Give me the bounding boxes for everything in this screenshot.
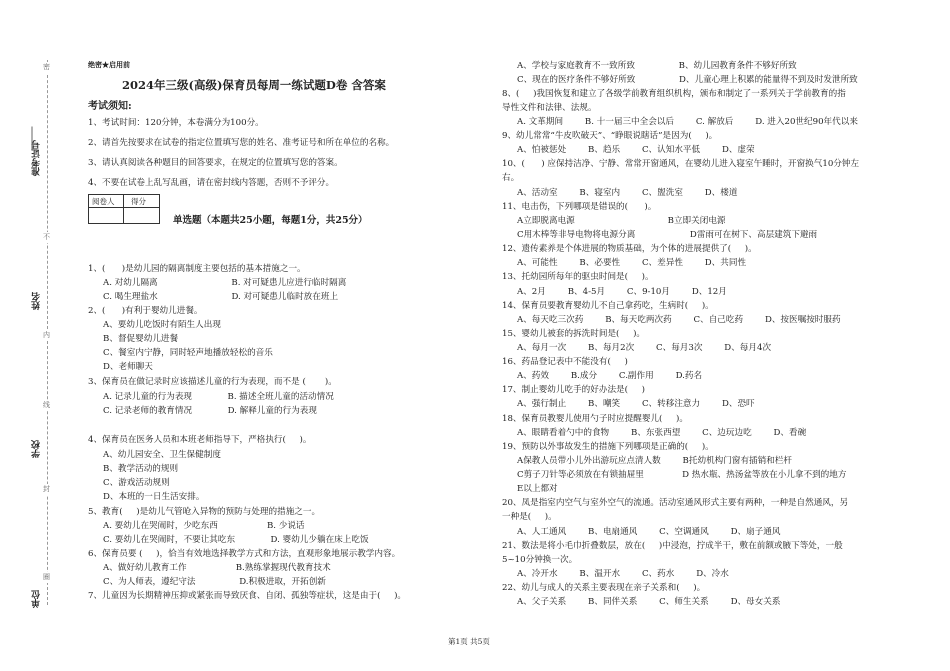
notice-item: 4、不要在试卷上乱写乱画，请在密封线内答题，否则不予评分。 — [88, 178, 335, 188]
question-line: 4、保育员在医务人员和本班老师指导下，严格执行( )。 — [88, 435, 312, 445]
question-line: 5~10分钟换一次。 — [502, 555, 578, 565]
seal-char: 密 — [43, 63, 50, 71]
question-line: C. 要幼儿在哭闹时，不要让其吃东 D. 婴幼儿少躺在床上吃饭 — [103, 535, 369, 545]
question-line: A、学校与家庭教育不一致所致 B、幼儿园教育条件不够好所致 — [517, 61, 797, 71]
sidebar-label-unit: 单位 — [32, 590, 42, 608]
question-line: 14、保育员要教育婴幼儿不自己拿药吃，生病时( )。 — [502, 301, 714, 311]
question-line: C. 喝生理盐水 D. 对可疑患儿临时放在班上 — [103, 292, 339, 302]
question-line: C. 记录老师的教育情况 D. 解释儿童的行为表现 — [103, 406, 317, 416]
score-table-reviewer: 阅卷人 — [92, 197, 115, 206]
question-line: 10、( ) 应保持洁净、宁静、常常开窗通风，在婴幼儿进入寝室午睡时，开窗换气10分钟左 — [502, 159, 860, 169]
question-line: A保教人员带小儿外出游玩应点清人数 B托幼机构门窗有插销和栏杆 — [517, 456, 793, 466]
question-line: 13、托幼园所每年的驱虫时间是( )。 — [502, 272, 654, 282]
seal-char: 不 — [43, 233, 50, 241]
question-line: A、活动室 B、寝室内 C、盥洗室 D、楼道 — [517, 188, 738, 198]
question-line: A、每天吃三次药 B、每天吃两次药 C、自己吃药 D、按医嘱按时服药 — [517, 315, 841, 325]
question-line: C、为人师表，遵纪守法 D.积极进取，开拓创新 — [103, 577, 326, 587]
score-table-score: 得分 — [131, 197, 146, 206]
question-line: A、强行制止 B、嘲笑 C、转移注意力 D、恐吓 — [517, 399, 755, 409]
notice-item: 2、请首先按要求在试卷的指定位置填写您的姓名、准考证号和所在单位的名称。 — [88, 138, 395, 148]
sidebar-label-exam-number: 准考证号 — [32, 140, 42, 176]
question-line: 1、( )是幼儿园的隔离制度主要包括的基本措施之一。 — [88, 264, 306, 274]
question-line: 一种是( )。 — [502, 512, 557, 522]
question-line: A、可能性 B、必要性 C、差异性 D、共同性 — [517, 258, 747, 268]
question-line: A、药效 B.成分 C.副作用 D.药名 — [517, 371, 703, 381]
question-line: A、幼儿园安全、卫生保健制度 — [103, 450, 221, 460]
question-line: 导性文件和法律、法规。 — [502, 103, 597, 113]
seal-char: 线 — [43, 401, 50, 409]
sidebar-label-name: 姓名 — [32, 292, 42, 310]
seal-char: 内 — [43, 331, 50, 339]
question-line: 18、保育员教婴儿使用勺子时应提醒婴儿( )。 — [502, 414, 688, 424]
question-line: C、游戏活动规则 — [103, 478, 170, 488]
question-line: A. 要幼儿在哭闹时，少吃东西 B. 少说话 — [103, 521, 305, 531]
question-line: A. 对幼儿隔离 B. 对可疑患儿应进行临时隔离 — [103, 278, 347, 288]
question-line: 8、( )我国恢复和建立了各级学前教育组织机构，颁布和制定了一系列关于学前教育的指 — [502, 89, 846, 99]
question-line: 2、( )有利于婴幼儿进餐。 — [88, 306, 203, 316]
exam-number-underline — [32, 127, 33, 151]
question-line: C、现在的医疗条件不够好所致 D、儿童心理上积累的能量得不到及时发泄所致 — [517, 75, 858, 85]
question-line: A、要幼儿吃饭时有陌生人出现 — [103, 320, 221, 330]
question-line: 5、教育( )是幼儿气管呛入异物的预防与处理的措施之一。 — [88, 507, 321, 517]
question-line: A、每月一次 B、每月2次 C、每月3次 D、每月4次 — [517, 343, 772, 353]
question-line: 21、数法是将小毛巾折叠数层，放在( )中浸泡，拧成半干，敷在前额或腋下等处，一般 — [502, 541, 843, 551]
question-line: 16、药品登记表中不能没有( ) — [502, 357, 628, 367]
question-line: C用木棒等非导电物将电源分离 D雷雨可在树下、高层建筑下避雨 — [517, 230, 818, 240]
question-line: A. 记录儿童的行为表现 B. 描述全班儿童的活动情况 — [103, 392, 334, 402]
page-title: 2024年三级(高级)保育员每周一练试题D卷 含答案 — [122, 78, 386, 92]
question-line: A、冷开水 B、温开水 C、药水 D、冷水 — [517, 569, 729, 579]
question-line: A、怕被惩处 B、趋乐 C、认知水平低 D、虚荣 — [517, 145, 755, 155]
question-line: E以上都对 — [517, 484, 558, 494]
sidebar-label-school: 学校 — [32, 440, 42, 458]
notice-title: 考试须知: — [88, 101, 132, 112]
notice-item: 3、请认真阅读各种题目的回答要求，在规定的位置填写您的答案。 — [88, 158, 343, 168]
question-line: 19、预防以外事故发生的措施下列哪项是正确的( )。 — [502, 442, 714, 452]
question-line: C剪子刀针等必须放在有锁抽屉里 D 热水瓶、热汤盆等放在小儿拿不到的地方 — [517, 470, 847, 480]
question-line: B、教学活动的规则 — [103, 464, 179, 474]
question-line: C、餐室内宁静，同时轻声地播放轻松的音乐 — [103, 348, 273, 358]
question-line: 17、制止婴幼儿吃手的好办法是( ) — [502, 385, 646, 395]
question-line: 12、遗传素养是个体进展的物质基础，为个体的进展提供了( )。 — [502, 244, 757, 254]
question-line: 11、电击伤，下列哪项是错误的( )。 — [502, 202, 657, 212]
question-line: 20、凤是指室内空气与室外空气的流通。活动室通风形式主要有两种，一种是自然通风，另 — [502, 498, 849, 508]
question-line: D、本班的一日生活安排。 — [103, 492, 205, 502]
question-line: A、做好幼儿教育工作 B.熟练掌握现代教育技术 — [103, 563, 331, 573]
question-line: 3、保育员在做记录时应该描述儿童的行为表现，而不是 ( )。 — [88, 377, 337, 387]
question-line: 右。 — [502, 173, 520, 183]
confidential-mark: 绝密★启用前 — [88, 60, 130, 69]
page-footer: 第1页 共5页 — [448, 637, 490, 646]
question-line: A、父子关系 B、同伴关系 C、师生关系 D、母女关系 — [517, 597, 781, 607]
section-title: 单选题（本题共25小题，每题1分，共25分） — [173, 215, 368, 226]
question-line: A、人工通风 B、电扇通风 C、空调通风 D、扇子通风 — [517, 527, 781, 537]
question-line: A、2月 B、4-5月 C、9-10月 D、12月 — [517, 287, 727, 297]
question-line: 9、幼儿常常“牛皮吹破天”、“睁眼说瞎话”是因为( )。 — [502, 131, 718, 141]
question-line: D、老师聊天 — [103, 362, 153, 372]
question-line: A立即脱离电源 B立即关闭电源 — [517, 216, 726, 226]
score-table — [88, 194, 160, 224]
notice-item: 1、考试时间：120分钟，本卷满分为100分。 — [88, 118, 264, 128]
question-line: 7、儿童因为长期精神压抑或紧张而导致厌食、自闭、孤独等症状，这是由于( )。 — [88, 591, 407, 601]
question-line: 22、幼儿与成人的关系主要表现在亲子关系和( )。 — [502, 583, 706, 593]
seal-char: 封 — [43, 485, 50, 493]
seal-char: 圈 — [43, 573, 50, 581]
question-line: A、眼睛看着勺中的食物 B、东张西望 C、边玩边吃 D、看碗 — [517, 428, 807, 438]
question-line: B、督促婴幼儿进餐 — [103, 334, 179, 344]
question-line: 15、婴幼儿被套的拆洗时间是( )。 — [502, 329, 646, 339]
question-line: 6、保育员要 ( )，恰当有效地选择教学方式和方法，直观形象地展示教学内容。 — [88, 549, 401, 559]
question-line: A. 文革期间 B. 十一届三中全会以后 C. 解放后 D. 进入20世纪90年代以来 — [517, 117, 858, 127]
